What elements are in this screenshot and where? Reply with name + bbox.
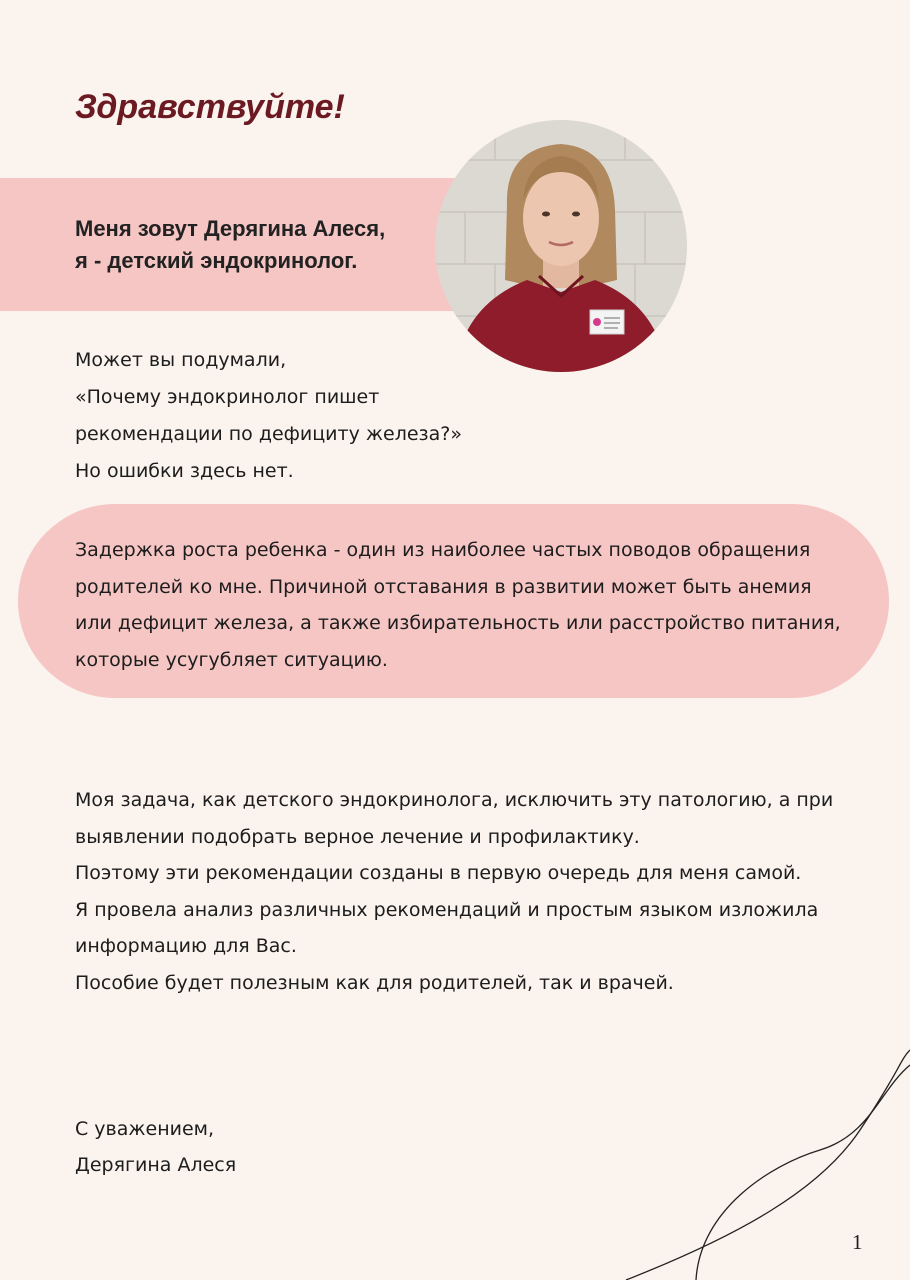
intro-line: я - детский эндокринолог. bbox=[75, 248, 358, 273]
page-number: 1 bbox=[852, 1230, 863, 1254]
task-line: Моя задача, как детского эндокринолога, исключить эту патологию, а при bbox=[75, 789, 834, 811]
task-line: выявлении подобрать верное лечение и профилактику. bbox=[75, 825, 640, 848]
signature-closing: С уважением, bbox=[75, 1118, 215, 1140]
greeting-heading: Здравствуйте! bbox=[75, 88, 345, 126]
task-line: Пособие будет полезным как для родителей, так и врачей. bbox=[75, 971, 674, 994]
task-line: информацию для Вас. bbox=[75, 935, 297, 957]
intro-line: Меня зовут Дерягина Алеся, bbox=[75, 216, 386, 241]
question-line: Но ошибки здесь нет. bbox=[75, 460, 294, 482]
highlight-line: которые усугубляет ситуацию. bbox=[75, 648, 388, 671]
question-line: Может вы подумали, bbox=[75, 349, 287, 371]
task-line: Поэтому эти рекомендации созданы в первую очередь для меня самой. bbox=[75, 862, 802, 884]
question-line: рекомендации по дефициту железа?» bbox=[75, 423, 462, 445]
highlight-line: Задержка роста ребенка - один из наиболее частых поводов обращения bbox=[75, 539, 811, 561]
task-line: Я провела анализ различных рекомендаций и простым языком изложила bbox=[75, 898, 819, 921]
highlight-line: родителей ко мне. Причиной отставания в развитии может быть анемия bbox=[75, 575, 812, 598]
highlight-line: или дефицит железа, а также избирательность или расстройство питания, bbox=[75, 612, 841, 634]
signature-name: Дерягина Алеся bbox=[75, 1154, 237, 1176]
question-line: «Почему эндокринолог пишет bbox=[75, 386, 380, 408]
